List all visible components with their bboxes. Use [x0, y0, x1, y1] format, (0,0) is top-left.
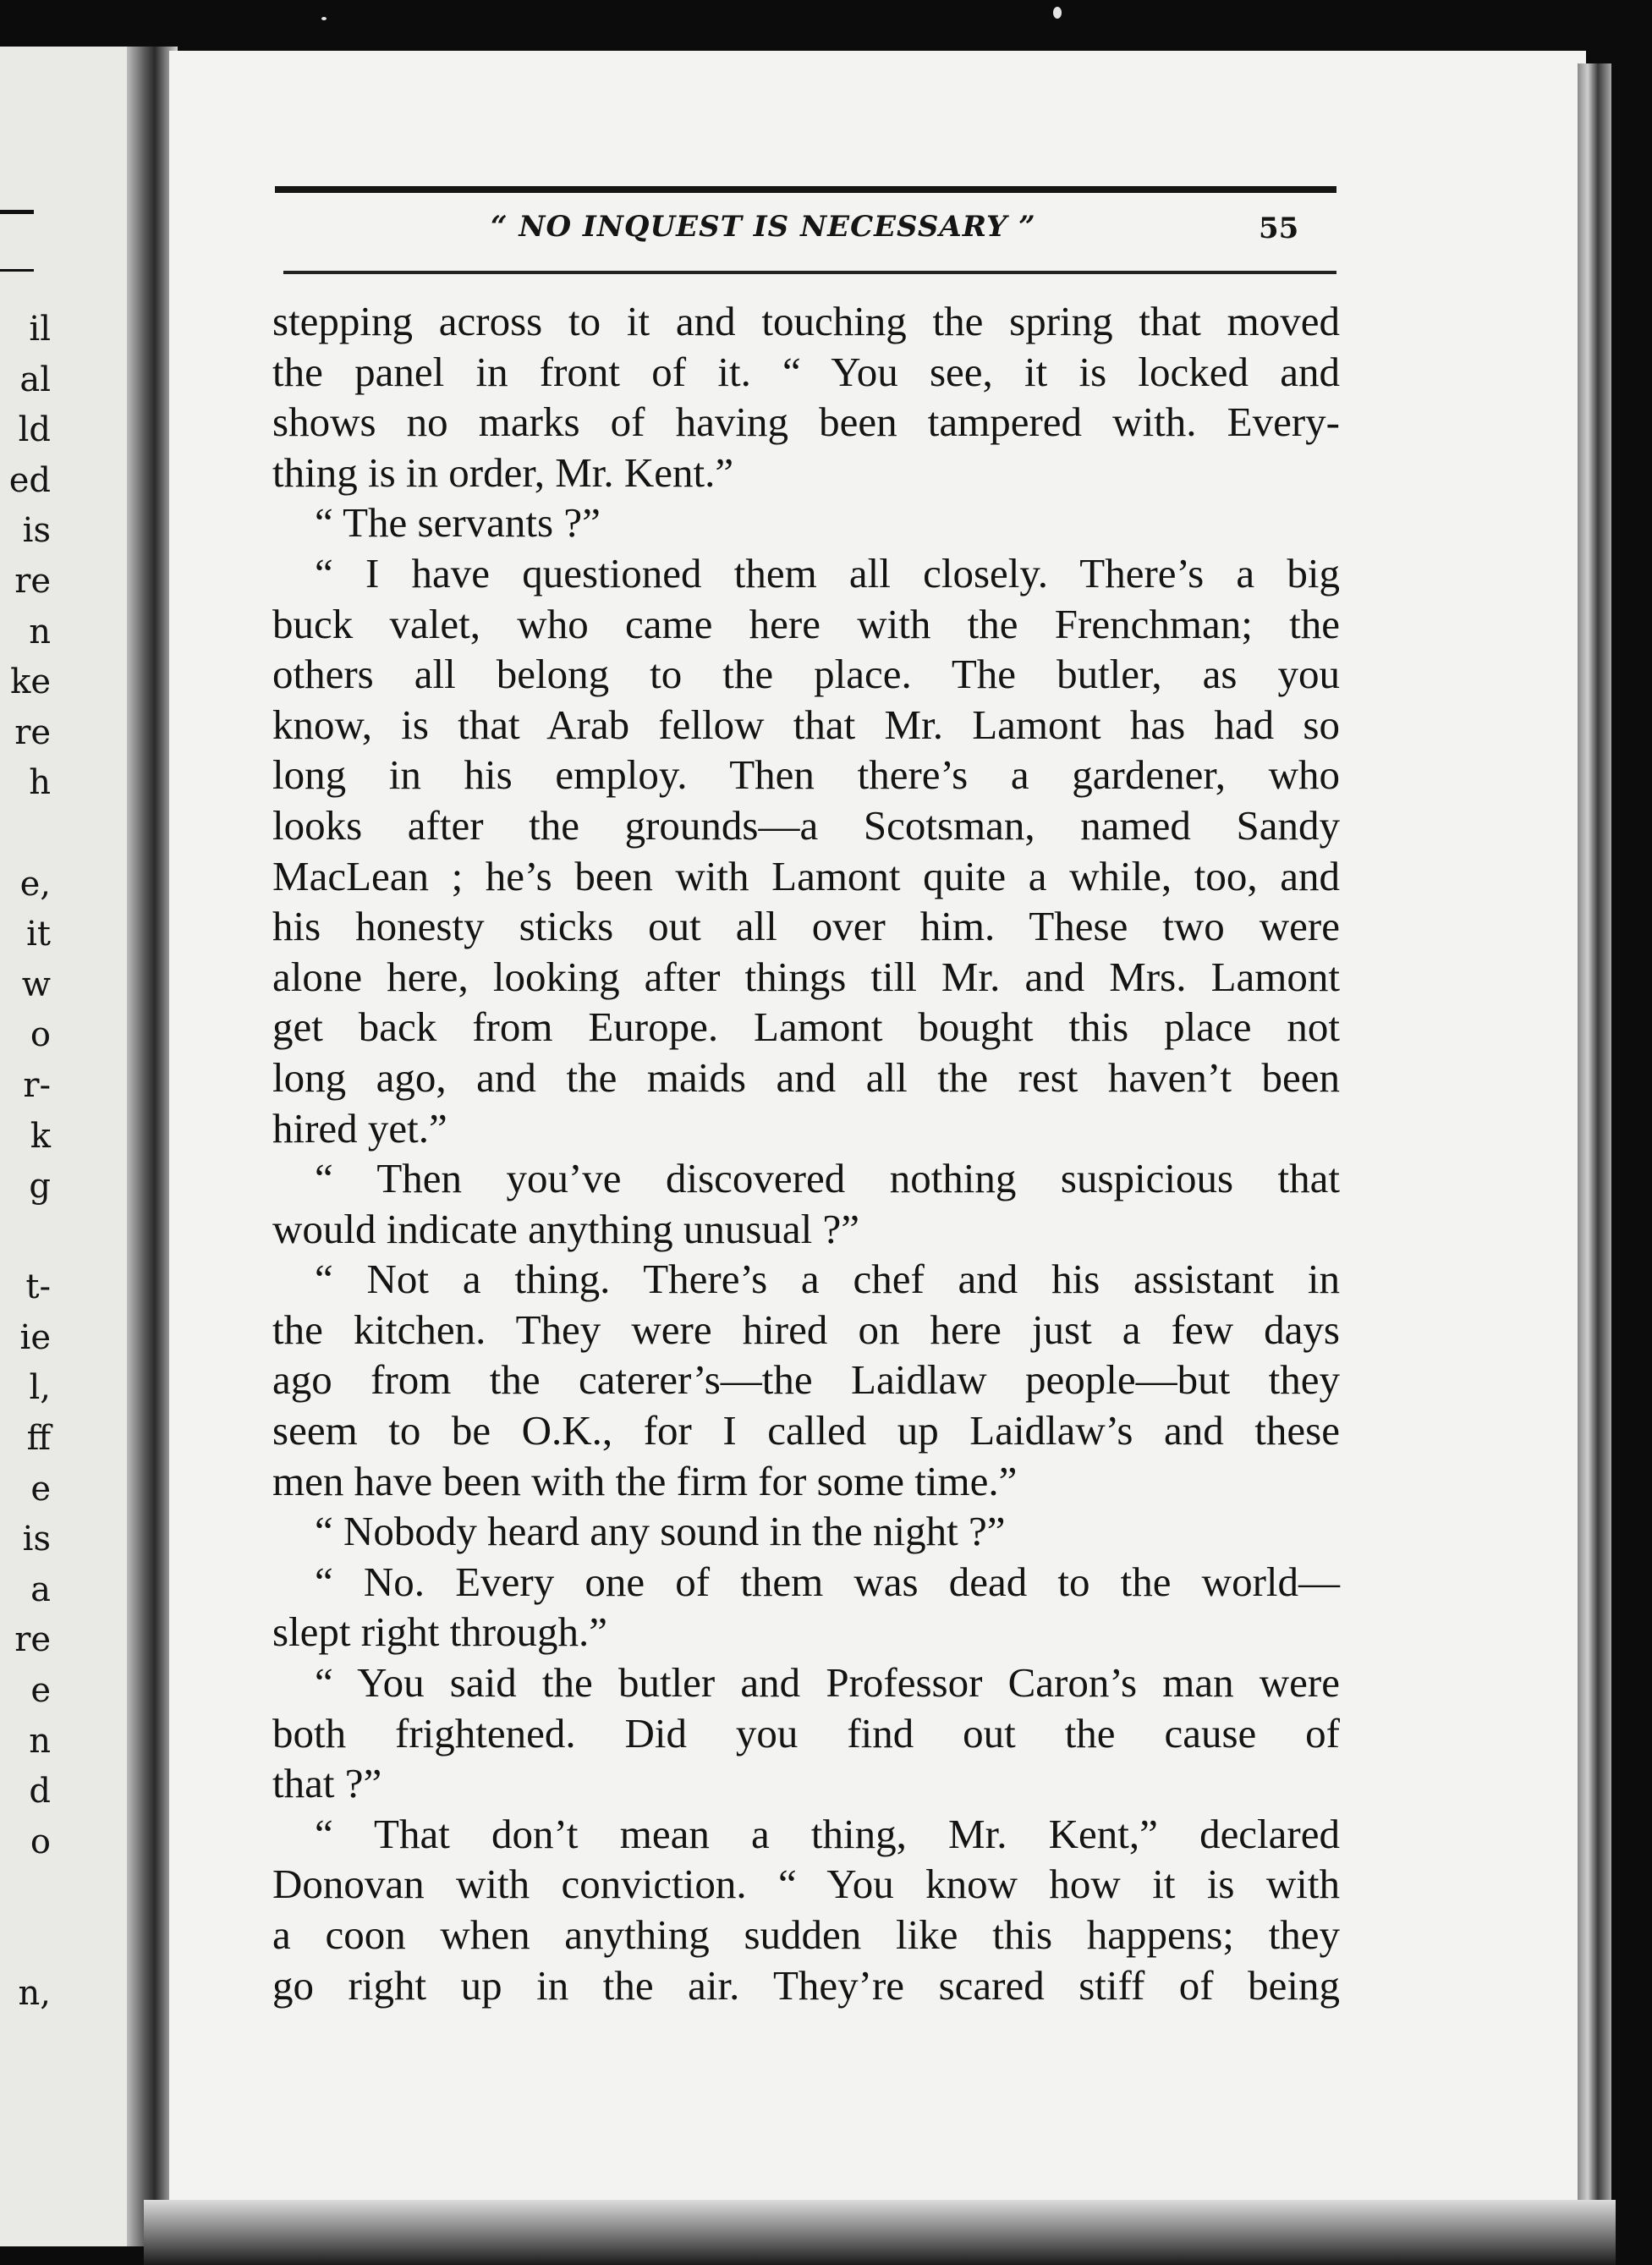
left-page-line-fragment: l, [29, 1368, 51, 1408]
body-text-line: go right up in the air. They’re scared stiff of being [272, 1961, 1340, 2009]
body-text-line: get back from Europe. Lamont bought this place not [272, 1003, 1340, 1051]
body-text-line: thing is in order, Mr. Kent.” [272, 448, 734, 496]
left-page-line-fragment: ke [10, 662, 51, 702]
header-rule-bottom [283, 271, 1336, 274]
body-text-line: buck valet, who came here with the Frenchman; the [272, 600, 1340, 647]
body-text-line: hired yet.” [272, 1104, 447, 1152]
body-text-line: Donovan with conviction. “ You know how it is with [272, 1861, 1340, 1908]
left-page-line-fragment: is [22, 1520, 51, 1559]
left-page-line-fragment: e [30, 1671, 51, 1711]
body-text-line: “ I have questioned them all closely. There’s a big [315, 549, 1340, 596]
left-page-line-fragment: h [29, 763, 51, 803]
body-text-line: the kitchen. They were hired on here just a few days [272, 1306, 1340, 1353]
body-text-line: “ You said the butler and Professor Caron’s man were [315, 1659, 1340, 1707]
body-text-line: his honesty sticks out all over him. These two were [272, 903, 1340, 950]
body-text-line: long in his employ. Then there’s a gardener, who [272, 751, 1340, 799]
left-page-line-fragment: o [30, 1822, 51, 1861]
left-page-line-fragment: il [29, 310, 51, 349]
left-page-line-fragment: re [14, 712, 51, 752]
page-number: 55 [1259, 212, 1299, 245]
body-text-line: seem to be O.K., for I called up Laidlaw’s and these [272, 1407, 1340, 1454]
left-page-line-fragment: t- [25, 1267, 51, 1307]
body-text-line: “ The servants ?” [315, 499, 601, 547]
body-text-line: know, is that Arab fellow that Mr. Lamont has had so [272, 701, 1340, 748]
body-text-line: would indicate anything unusual ?” [272, 1205, 859, 1252]
body-text-line: long ago, and the maids and all the rest haven’t been [272, 1053, 1340, 1101]
left-page-line-fragment: al [19, 360, 51, 399]
left-page-rule [0, 269, 34, 272]
left-page-line-fragment: w [21, 965, 51, 1004]
left-page-line-fragment [0, 1918, 51, 1969]
body-text-line: ago from the caterer’s—the Laidlaw people—but they [272, 1356, 1340, 1404]
body-text-line: stepping across to it and touching the spring that moved [272, 298, 1340, 344]
left-page-line-fragment: ld [18, 410, 51, 450]
scan-speck [1053, 7, 1062, 19]
header-rule-top [275, 186, 1336, 193]
left-page-text-fragments [0, 305, 51, 2019]
left-page-line-fragment: is [22, 511, 51, 551]
left-page-line-fragment: ed [8, 460, 51, 500]
body-text-line: both frightened. Did you find out the cause of [272, 1709, 1340, 1756]
left-page-line-fragment: it [26, 915, 51, 954]
left-page-line-fragment: re [14, 1620, 51, 1660]
left-page-line-fragment: n [29, 612, 51, 651]
body-text [272, 296, 1340, 2010]
page-bottom-edge [144, 2200, 1616, 2265]
running-head-title: “ NO INQUEST IS NECESSARY ” [491, 210, 1036, 244]
left-page-line-fragment: e, [19, 864, 51, 904]
left-page-line-fragment: re [14, 561, 51, 601]
left-page-line-fragment [0, 809, 51, 860]
left-page-line-fragment: g [29, 1167, 51, 1207]
left-page-line-fragment: e [30, 1469, 51, 1509]
left-page-line-fragment: d [29, 1772, 51, 1811]
left-page-line-fragment [0, 1212, 51, 1263]
left-page-rule [0, 210, 34, 214]
scan-speck [321, 17, 327, 20]
left-page-line-fragment: ie [19, 1317, 51, 1357]
body-text-line: slept right through.” [272, 1608, 608, 1656]
left-page-line-fragment: ff [26, 1419, 51, 1459]
body-text-line: “ That don’t mean a thing, Mr. Kent,” declared [315, 1810, 1340, 1857]
body-text-line: men have been with the firm for some time.” [272, 1457, 1018, 1504]
body-text-line: “ Then you’ve discovered nothing suspicious that [315, 1155, 1340, 1202]
left-page-line-fragment: o [30, 1015, 51, 1055]
left-page-line-fragment: n [29, 1721, 51, 1761]
body-text-line: the panel in front of it. “ You see, it is locked and [272, 348, 1340, 395]
left-page-line-fragment: n, [18, 1973, 51, 2013]
body-text-line: looks after the grounds—a Scotsman, named Sandy [272, 801, 1340, 849]
body-text-line: “ Not a thing. There’s a chef and his assistant in [315, 1256, 1340, 1303]
body-text-line: that ?” [272, 1760, 382, 1807]
body-text-line: a coon when anything sudden like this happens; they [272, 1911, 1340, 1958]
body-text-line: MacLean ; he’s been with Lamont quite a while, too, and [272, 852, 1340, 899]
left-page-line-fragment [0, 1867, 51, 1918]
left-page-line-fragment: r- [23, 1065, 51, 1105]
left-page-line-fragment: a [30, 1570, 51, 1609]
body-text-line: shows no marks of having been tampered with. Every- [272, 399, 1340, 446]
body-text-line: “ No. Every one of them was dead to the world— [315, 1558, 1340, 1605]
body-text-line: alone here, looking after things till Mr. and Mrs. Lamont [272, 953, 1340, 1000]
page-edge [1578, 63, 1611, 2255]
left-page-line-fragment: k [30, 1116, 51, 1156]
body-text-line: “ Nobody heard any sound in the night ?” [315, 1508, 1006, 1555]
body-text-line: others all belong to the place. The butler, as you [272, 651, 1340, 698]
